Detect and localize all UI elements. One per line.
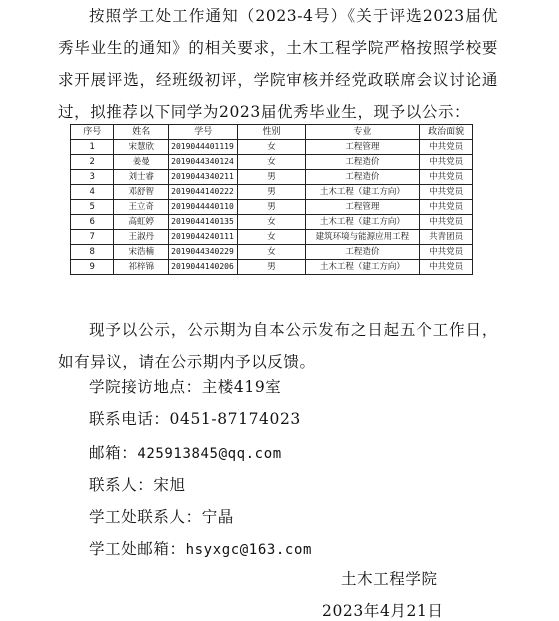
email-label: 邮箱： — [89, 444, 138, 462]
cell-major: 工程造价 — [305, 245, 420, 260]
cell-name: 姜曼 — [114, 155, 169, 170]
cell-index: 6 — [71, 215, 114, 230]
cell-major: 土木工程（建工方向） — [305, 260, 420, 275]
cell-student-id: 2019044401119 — [169, 140, 238, 155]
cell-name: 王淑丹 — [114, 230, 169, 245]
cell-gender: 女 — [238, 215, 305, 230]
cell-gender: 女 — [238, 140, 305, 155]
table-header-row — [71, 125, 473, 140]
office-email-value: hsyxgc@163.com — [185, 542, 313, 558]
cell-major: 工程造价 — [305, 170, 420, 185]
phone-label: 联系电话： — [89, 410, 170, 428]
cell-major: 工程管理 — [305, 140, 420, 155]
cell-political-status: 中共党员 — [420, 155, 473, 170]
cell-name: 邓舒智 — [114, 185, 169, 200]
contact-value: 宋旭 — [153, 476, 186, 494]
table-row — [71, 155, 473, 170]
office-email-label: 学工处邮箱： — [89, 540, 186, 558]
header-index: 序号 — [71, 125, 114, 140]
cell-gender: 男 — [238, 200, 305, 215]
cell-name: 宋浩楠 — [114, 245, 169, 260]
cell-political-status: 中共党员 — [420, 200, 473, 215]
cell-major: 工程造价 — [305, 155, 420, 170]
cell-political-status: 中共党员 — [420, 170, 473, 185]
cell-student-id: 2019044340229 — [169, 245, 238, 260]
phone-value: 0451-87174023 — [169, 410, 301, 428]
office-email — [89, 537, 312, 559]
header-political-status: 政治面貌 — [420, 125, 473, 140]
reception-label: 学院接访地点： — [89, 378, 202, 396]
cell-gender: 女 — [238, 155, 305, 170]
cell-index: 5 — [71, 200, 114, 215]
cell-index: 2 — [71, 155, 114, 170]
cell-name: 宋慧欣 — [114, 140, 169, 155]
table-row — [71, 185, 473, 200]
contact-label: 联系人： — [89, 476, 154, 494]
cell-index: 4 — [71, 185, 114, 200]
cell-student-id: 2019044140206 — [169, 260, 238, 275]
cell-student-id: 2019044240111 — [169, 230, 238, 245]
objection-paragraph: 现予以公示，公示期为自本公示发布之日起五个工作日，如有异议，请在公示期内予以反馈。 — [58, 321, 498, 371]
cell-index: 1 — [71, 140, 114, 155]
cell-name: 高虹婷 — [114, 215, 169, 230]
email-value: 425913845@qq.com — [137, 446, 282, 462]
cell-major: 土木工程（建工方向） — [305, 215, 420, 230]
reception-value: 主楼419室 — [201, 378, 282, 396]
intro-paragraph: 按照学工处工作通知（2023-4号）《关于评选2023届优秀毕业生的通知》的相关要求，土木工程学院严格按照学校要求开展评选，经班级初评，学院审核并经党政联席会议讨论通过，拟推荐以下同学为2023届优秀毕业生，现予以公示： — [58, 7, 498, 121]
cell-gender: 男 — [238, 185, 305, 200]
signature-organization: 土木工程学院 — [341, 570, 438, 588]
signature-date: 2023年4月21日 — [322, 602, 444, 620]
cell-major: 土木工程（建工方向） — [305, 185, 420, 200]
cell-index: 9 — [71, 260, 114, 275]
office-contact-label: 学工处联系人： — [89, 508, 202, 526]
office-contact-person — [89, 505, 234, 527]
header-major: 专业 — [305, 125, 420, 140]
cell-student-id: 2019044340124 — [169, 155, 238, 170]
cell-political-status: 中共党员 — [420, 215, 473, 230]
graduate-roster-table — [70, 124, 473, 275]
table-row — [71, 215, 473, 230]
cell-index: 8 — [71, 245, 114, 260]
table-row — [71, 230, 473, 245]
table-row — [71, 200, 473, 215]
cell-political-status: 中共党员 — [420, 185, 473, 200]
contact-phone — [89, 407, 301, 429]
cell-index: 3 — [71, 170, 114, 185]
table-row — [71, 245, 473, 260]
table-row — [71, 170, 473, 185]
cell-student-id: 2019044140222 — [169, 185, 238, 200]
contact-email — [89, 441, 282, 463]
cell-political-status: 中共党员 — [420, 260, 473, 275]
cell-name: 王立奇 — [114, 200, 169, 215]
cell-political-status: 中共党员 — [420, 140, 473, 155]
contact-person — [89, 473, 186, 495]
cell-political-status: 中共党员 — [420, 245, 473, 260]
table-row — [71, 260, 473, 275]
header-student-id: 学号 — [169, 125, 238, 140]
cell-student-id: 2019044440110 — [169, 200, 238, 215]
cell-index: 7 — [71, 230, 114, 245]
reception-location — [89, 375, 281, 397]
cell-gender: 男 — [238, 260, 305, 275]
header-gender: 性别 — [238, 125, 305, 140]
cell-major: 建筑环境与能源应用工程 — [305, 230, 420, 245]
office-contact-value: 宁晶 — [201, 508, 234, 526]
cell-gender: 女 — [238, 230, 305, 245]
table-row — [71, 140, 473, 155]
cell-major: 工程管理 — [305, 200, 420, 215]
cell-student-id: 2019044140135 — [169, 215, 238, 230]
cell-gender: 男 — [238, 170, 305, 185]
header-name: 姓名 — [114, 125, 169, 140]
cell-gender: 女 — [238, 245, 305, 260]
cell-name: 祁梓锦 — [114, 260, 169, 275]
cell-political-status: 共青团员 — [420, 230, 473, 245]
cell-name: 刘士睿 — [114, 170, 169, 185]
cell-student-id: 2019044340211 — [169, 170, 238, 185]
